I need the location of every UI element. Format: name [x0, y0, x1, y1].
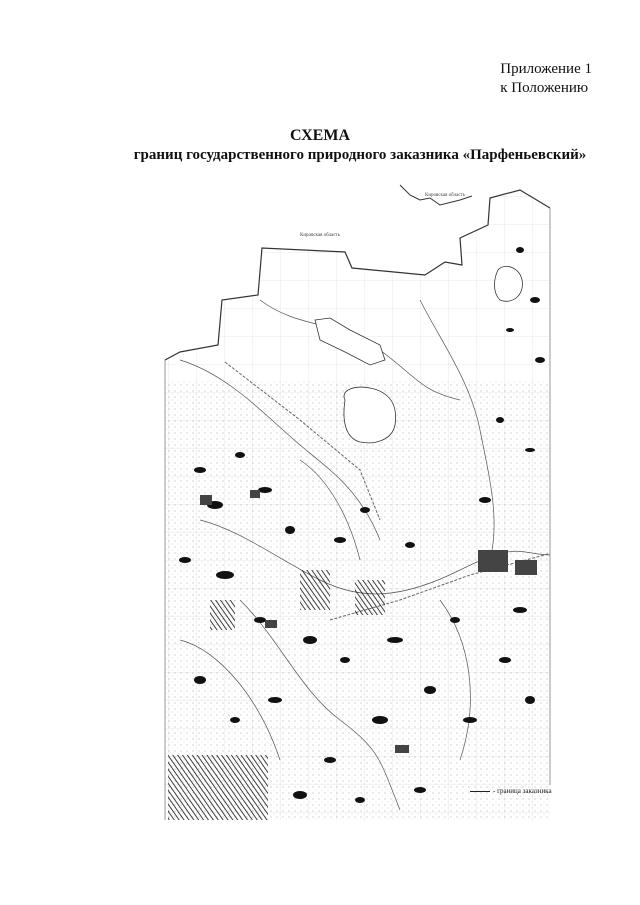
appendix-line-1: Приложение 1	[500, 61, 592, 77]
document-subtitle: границ государственного природного заказника «Парфеньевский»	[133, 147, 587, 163]
map-legend	[470, 787, 552, 795]
document-title: СХЕМА	[289, 127, 351, 144]
legend-label: - граница заказника	[493, 787, 552, 795]
region-label-nw: Кировская область	[300, 233, 341, 238]
region-label-ne: Кировская область	[425, 193, 466, 198]
boundary-line-symbol	[470, 791, 490, 792]
appendix-line-2: к Положению	[500, 80, 589, 96]
